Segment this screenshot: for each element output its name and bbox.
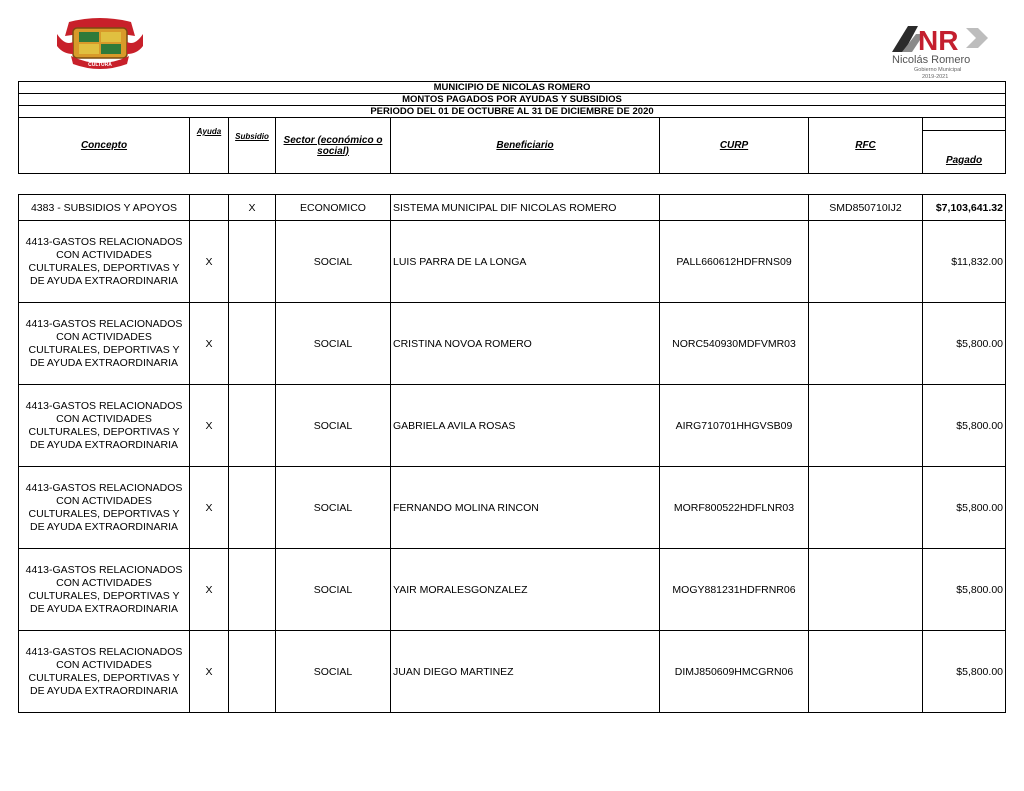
cell-beneficiario: JUAN DIEGO MARTINEZ	[391, 631, 660, 713]
logo-sub-text: Gobierno Municipal	[914, 67, 962, 73]
cell-concepto: 4413-GASTOS RELACIONADOS CON ACTIVIDADES CULTURALES, DEPORTIVAS Y DE AYUDA EXTRAORDINARIA	[19, 221, 190, 303]
cell-beneficiario: YAIR MORALESGONZALEZ	[391, 549, 660, 631]
col-header-concepto: Concepto	[19, 118, 190, 174]
cell-subsidio	[229, 385, 276, 467]
cell-rfc	[809, 303, 923, 385]
cell-rfc	[809, 631, 923, 713]
cell-curp: MORF800522HDFLNR03	[660, 467, 809, 549]
cell-subsidio	[229, 303, 276, 385]
logo-years-text: 2019-2021	[922, 74, 949, 80]
col-header-subsidio: Subsidio	[229, 118, 276, 174]
cell-ayuda	[190, 195, 229, 221]
cell-rfc	[809, 467, 923, 549]
cell-ayuda: X	[190, 303, 229, 385]
cell-subsidio	[229, 549, 276, 631]
nicolas-romero-logo	[888, 22, 998, 82]
cell-subsidio	[229, 467, 276, 549]
cell-concepto: 4413-GASTOS RELACIONADOS CON ACTIVIDADES CULTURALES, DEPORTIVAS Y DE AYUDA EXTRAORDINARIA	[19, 303, 190, 385]
cell-rfc	[809, 549, 923, 631]
cell-concepto: 4413-GASTOS RELACIONADOS CON ACTIVIDADES CULTURALES, DEPORTIVAS Y DE AYUDA EXTRAORDINARIA	[19, 385, 190, 467]
cell-curp	[660, 195, 809, 221]
cell-sector: SOCIAL	[276, 303, 391, 385]
cell-beneficiario: FERNANDO MOLINA RINCON	[391, 467, 660, 549]
table-row	[19, 195, 1006, 221]
cell-ayuda: X	[190, 221, 229, 303]
col-header-ayuda: Ayuda	[190, 118, 229, 174]
cell-concepto: 4413-GASTOS RELACIONADOS CON ACTIVIDADES CULTURALES, DEPORTIVAS Y DE AYUDA EXTRAORDINARIA	[19, 631, 190, 713]
cell-pagado: $5,800.00	[923, 303, 1006, 385]
cell-ayuda: X	[190, 385, 229, 467]
cell-concepto: 4413-GASTOS RELACIONADOS CON ACTIVIDADES CULTURALES, DEPORTIVAS Y DE AYUDA EXTRAORDINARIA	[19, 467, 190, 549]
table-row	[19, 549, 1006, 631]
table-row	[19, 467, 1006, 549]
col-header-curp: CURP	[660, 118, 809, 174]
cell-pagado: $5,800.00	[923, 549, 1006, 631]
cell-ayuda: X	[190, 467, 229, 549]
cell-rfc	[809, 221, 923, 303]
col-header-pagado: Pagado	[923, 130, 1006, 173]
cell-beneficiario: CRISTINA NOVOA ROMERO	[391, 303, 660, 385]
cell-sector: SOCIAL	[276, 549, 391, 631]
table-row	[19, 303, 1006, 385]
report-title-municipio: MUNICIPIO DE NICOLAS ROMERO	[19, 82, 1006, 94]
cell-ayuda: X	[190, 549, 229, 631]
cell-subsidio	[229, 631, 276, 713]
cell-rfc	[809, 385, 923, 467]
cell-concepto: 4383 - SUBSIDIOS Y APOYOS	[19, 195, 190, 221]
payments-table	[18, 194, 1006, 713]
cell-sector: SOCIAL	[276, 631, 391, 713]
cell-curp: PALL660612HDFRNS09	[660, 221, 809, 303]
municipal-crest-logo	[55, 16, 145, 70]
cell-curp: MOGY881231HDFRNR06	[660, 549, 809, 631]
cell-curp: NORC540930MDFVMR03	[660, 303, 809, 385]
table-row	[19, 221, 1006, 303]
crest-banner-text: CULTURA	[88, 62, 112, 68]
cell-beneficiario: LUIS PARRA DE LA LONGA	[391, 221, 660, 303]
cell-pagado: $5,800.00	[923, 631, 1006, 713]
table-row	[19, 385, 1006, 467]
cell-sector: SOCIAL	[276, 467, 391, 549]
cell-curp: DIMJ850609HMCGRN06	[660, 631, 809, 713]
cell-sector: ECONOMICO	[276, 195, 391, 221]
table-row	[19, 631, 1006, 713]
cell-ayuda: X	[190, 631, 229, 713]
cell-concepto: 4413-GASTOS RELACIONADOS CON ACTIVIDADES CULTURALES, DEPORTIVAS Y DE AYUDA EXTRAORDINARIA	[19, 549, 190, 631]
cell-beneficiario: SISTEMA MUNICIPAL DIF NICOLAS ROMERO	[391, 195, 660, 221]
logo-name-text: Nicolás Romero	[892, 54, 971, 66]
cell-subsidio: X	[229, 195, 276, 221]
cell-sector: SOCIAL	[276, 385, 391, 467]
report-title-montos: MONTOS PAGADOS POR AYUDAS Y SUBSIDIOS	[19, 94, 1006, 106]
cell-pagado: $5,800.00	[923, 467, 1006, 549]
cell-sector: SOCIAL	[276, 221, 391, 303]
cell-pagado: $7,103,641.32	[923, 195, 1006, 221]
report-header-table	[18, 81, 1006, 174]
col-header-rfc: RFC	[809, 118, 923, 174]
cell-beneficiario: GABRIELA AVILA ROSAS	[391, 385, 660, 467]
logo-nr-text: NR	[918, 25, 959, 56]
cell-pagado: $5,800.00	[923, 385, 1006, 467]
col-header-sector: Sector (económico o social)	[276, 118, 391, 174]
cell-curp: AIRG710701HHGVSB09	[660, 385, 809, 467]
cell-subsidio	[229, 221, 276, 303]
cell-pagado: $11,832.00	[923, 221, 1006, 303]
col-header-beneficiario: Beneficiario	[391, 118, 660, 174]
cell-rfc: SMD850710IJ2	[809, 195, 923, 221]
col-header-pagado-top	[923, 118, 1006, 131]
report-title-periodo: PERIODO DEL 01 DE OCTUBRE AL 31 DE DICIEMBRE DE 2020	[19, 106, 1006, 118]
